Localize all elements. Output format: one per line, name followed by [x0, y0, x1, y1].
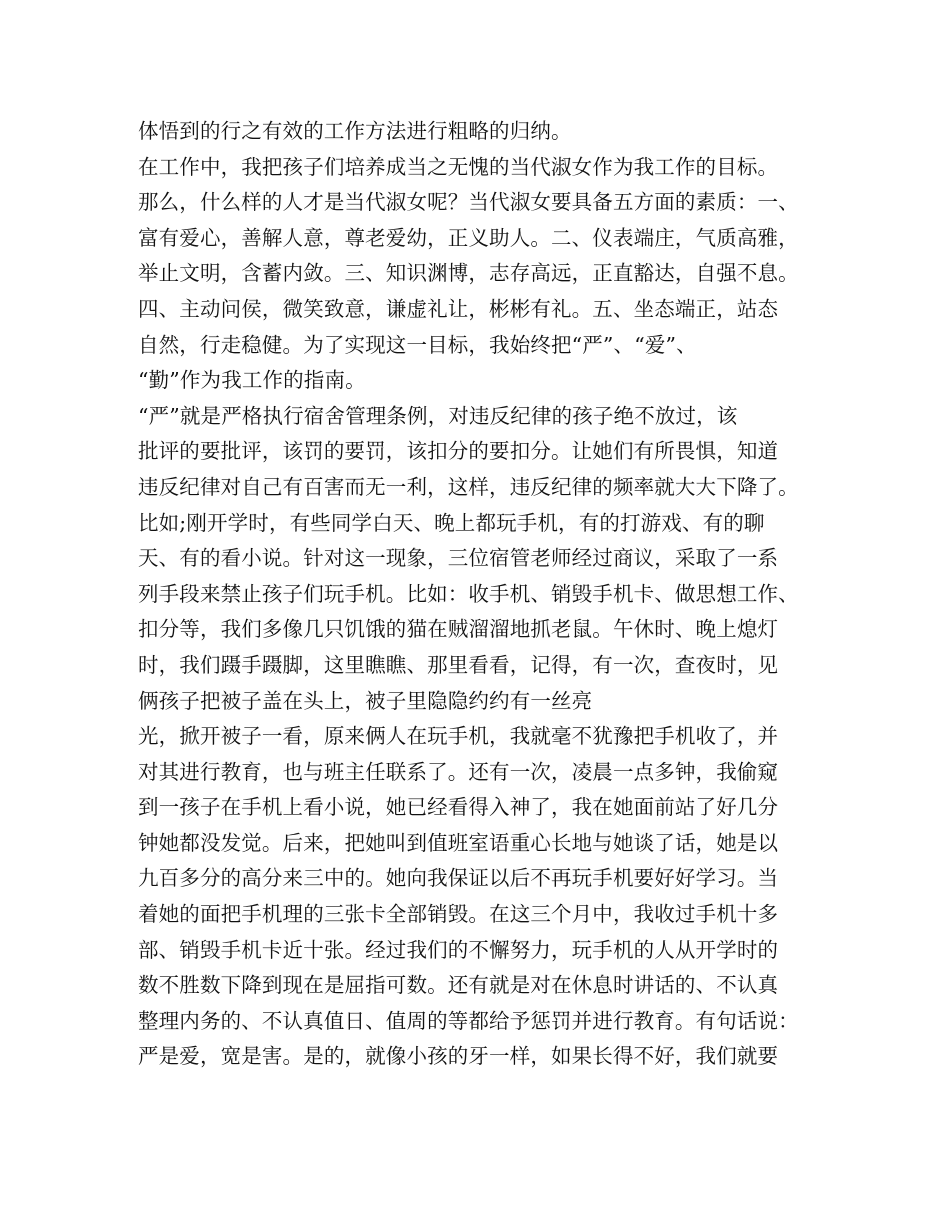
- text-line: 数不胜数下降到现在是屈指可数。还有就是对在休息时讲话的、不认真: [138, 973, 779, 998]
- text-line: “勤”作为我工作的指南。: [138, 368, 366, 393]
- text-line: 扣分等，我们多像几只饥饿的猫在贼溜溜地抓老鼠。午休时、晚上熄灯: [138, 617, 779, 642]
- document-body: [138, 114, 838, 1075]
- text-line: 比如;刚开学时，有些同学白天、晚上都玩手机，有的打游戏、有的聊: [138, 510, 765, 535]
- text-line: 列手段来禁止孩子们玩手机。比如：收手机、销毁手机卡、做思想工作、: [138, 581, 799, 606]
- text-line: 时，我们蹑手蹑脚，这里瞧瞧、那里看看，记得，有一次，查夜时，见: [138, 652, 779, 677]
- text-line: 天、有的看小说。针对这一现象，三位宿管老师经过商议，采取了一系: [138, 546, 779, 571]
- text-line: 严是爱，宽是害。是的，就像小孩的牙一样，如果长得不好，我们就要: [138, 1044, 779, 1069]
- text-line: 举止文明，含蓄内敛。三、知识渊博，志存高远，正直豁达，自强不息。: [138, 261, 799, 286]
- text-line: 那么，什么样的人才是当代淑女呢？当代淑女要具备五方面的素质：一、: [138, 190, 799, 215]
- text-line: 在工作中，我把孩子们培养成当之无愧的当代淑女作为我工作的目标。: [138, 154, 779, 179]
- text-line: “严”就是严格执行宿舍管理条例，对违反纪律的孩子绝不放过，该: [138, 403, 738, 428]
- text-line: 违反纪律对自己有百害而无一利，这样，违反纪律的频率就大大下降了。: [138, 474, 799, 499]
- text-line: 九百多分的高分来三中的。她向我保证以后不再玩手机要好好学习。当: [138, 866, 779, 891]
- text-line: 光，掀开被子一看，原来俩人在玩手机，我就毫不犹豫把手机收了，并: [138, 724, 779, 749]
- text-line: 体悟到的行之有效的工作方法进行粗略的归纳。: [138, 119, 572, 143]
- text-line: 四、主动问侯，微笑致意，谦虚礼让，彬彬有礼。五、坐态端正，站态: [138, 296, 779, 321]
- text-line: 到一孩子在手机上看小说，她已经看得入神了，我在她面前站了好几分: [138, 795, 779, 820]
- text-line: 对其进行教育，也与班主任联系了。还有一次，凌晨一点多钟，我偷窥: [138, 759, 779, 784]
- text-line: 富有爱心，善解人意，尊老爱幼，正义助人。二、仪表端庄，气质高雅，: [138, 225, 799, 250]
- text-line: 批评的要批评，该罚的要罚，该扣分的要扣分。让她们有所畏惧，知道: [138, 439, 779, 464]
- text-line: 自然，行走稳健。为了实现这一目标，我始终把“严”、“爱”、: [138, 332, 697, 357]
- text-line: 钟她都没发觉。后来，把她叫到值班室语重心长地与她谈了话，她是以: [138, 830, 779, 855]
- text-line: 着她的面把手机理的三张卡全部销毁。在这三个月中，我收过手机十多: [138, 902, 779, 927]
- text-line: 整理内务的、不认真值日、值周的等都给予惩罚并进行教育。有句话说：: [138, 1008, 799, 1033]
- text-line: 俩孩子把被子盖在头上，被子里隐隐约约有一丝亮: [138, 688, 593, 713]
- text-line: 部、销毁手机卡近十张。经过我们的不懈努力，玩手机的人从开学时的: [138, 937, 779, 962]
